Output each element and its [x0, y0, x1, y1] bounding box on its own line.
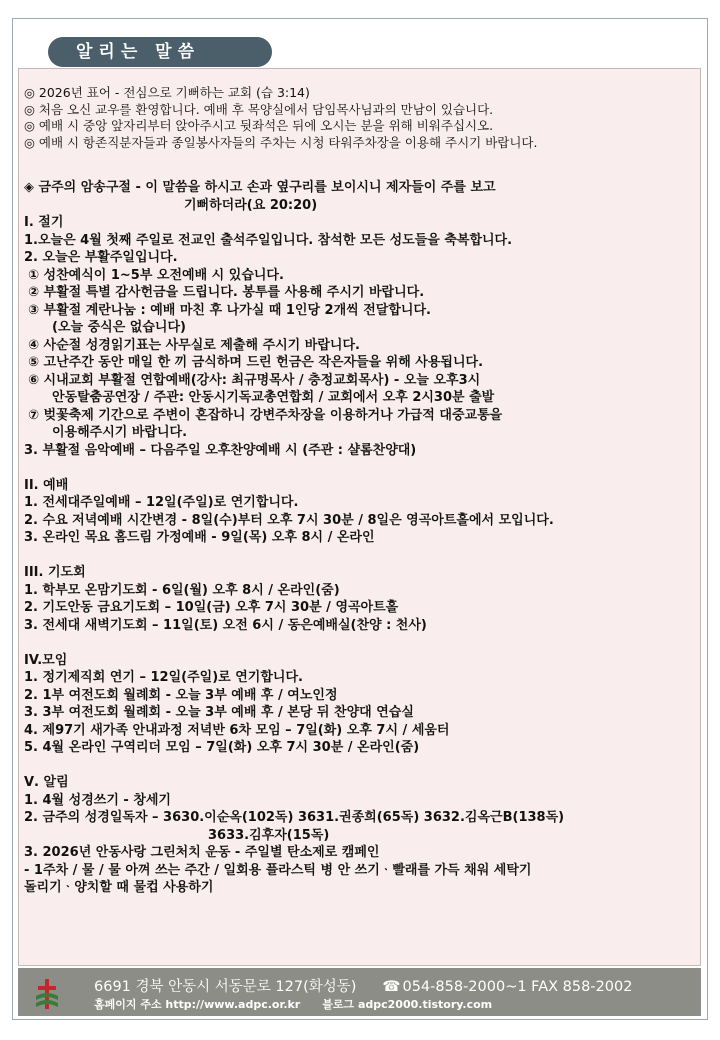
notice-item: ◎ 예배 시 항존직분자들과 종일봉사자들의 주차는 시청 타워주차장을 이용해 주시기 바랍니다.: [24, 134, 538, 150]
text-line: 2. 수요 저녁예배 시간변경 - 8일(수)부터 오후 7시 30분 / 8일은 영곡아트홀에서 모입니다.: [24, 512, 554, 528]
memory-verse-cont: 기뻐하더라(요 20:20): [184, 197, 318, 213]
text-line: ⑥ 시내교회 부활절 연합예배(강사: 최규명목사 / 충정교회목사) - 오늘 오후3시: [28, 372, 481, 388]
footer-contact: [94, 975, 632, 996]
section-title-prayer: III. 기도회: [24, 565, 86, 580]
text-line: 1. 정기제직회 연기 – 12일(주일)로 연기합니다.: [24, 670, 303, 685]
text-line: (오늘 중식은 없습니다): [52, 320, 186, 335]
text-line: 안동탈춤공연장 / 주관: 안동시기독교총연합회 / 교회에서 오후 2시30분 출발: [52, 390, 495, 405]
text-line: 2. 금주의 성경일독자 – 3630.이순옥(102독) 3631.권종희(65독) 3632.김옥근B(138독): [24, 810, 565, 825]
text-line: 이용해주시기 바랍니다.: [52, 425, 188, 440]
section-title-meetings: IV.모임: [24, 652, 68, 668]
phone-icon: ☎: [382, 979, 401, 995]
footer-homepage: 홈페이지 주소 http://www.adpc.or.kr: [94, 998, 301, 1011]
text-line: 1.오늘은 4월 첫째 주일로 전교인 출석주일입니다. 참석한 모든 성도들을 축복합니다.: [24, 232, 513, 248]
footer-links: [94, 996, 492, 1012]
text-line: 3. 3부 여전도회 월례회 - 오늘 3부 예배 후 / 본당 뒤 찬양대 연습실: [24, 705, 414, 720]
text-line: 1. 4월 성경쓰기 - 창세기: [24, 792, 171, 808]
text-line: 돌리기ᆞ양치할 때 물컵 사용하기: [24, 880, 214, 895]
text-line: ② 부활절 특별 감사헌금을 드립니다. 봉투를 사용해 주시기 바랍니다.: [28, 285, 425, 300]
text-line: 2. 1부 여전도회 월례회 - 오늘 3부 예배 후 / 여노인정: [24, 687, 338, 703]
text-line: ⑤ 고난주간 동안 매일 한 끼 금식하며 드린 헌금은 작은자들을 위해 사용됩니다.: [28, 355, 484, 370]
text-line: ③ 부활절 계란나눔 : 예배 마친 후 나가실 때 1인당 2개씩 전달합니다.: [28, 302, 431, 318]
text-line: 3. 2026년 안동사랑 그린처치 운동 - 주일별 탄소제로 캠페인: [24, 845, 380, 860]
footer-phone: 054-858-2000~1 FAX 858-2002: [402, 979, 633, 995]
memory-verse: ◈ 금주의 암송구절 - 이 말씀을 하시고 손과 옆구리를 보이시니 제자들이 주를 보고: [24, 180, 496, 195]
section-title-seasons: I. 절기: [24, 215, 64, 230]
text-line: 2. 기도안동 금요기도회 – 10일(금) 오후 7시 30분 / 영곡아트홀: [24, 600, 399, 615]
text-line: 3. 부활절 음악예배 – 다음주일 오후찬양예배 시 (주관 : 샬롬찬양대): [24, 442, 417, 458]
church-logo-icon: [34, 978, 60, 1010]
text-line: 3. 전세대 새벽기도회 – 11일(토) 오전 6시 / 동은예배실(찬양 : 천사): [24, 617, 427, 633]
text-line: ⑦ 벚꽃축제 기간으로 주변이 혼잡하니 강변주차장을 이용하거나 가급적 대중교통을: [28, 407, 503, 423]
footer-blog: 블로그 adpc2000.tistory.com: [322, 998, 493, 1011]
page-title: 알리는 말씀: [48, 37, 272, 67]
text-line: 3. 온라인 목요 홈드림 가정예배 - 9일(목) 오후 8시 / 온라인: [24, 530, 375, 545]
section-title-notices: Ⅴ. 알림: [24, 775, 69, 790]
notice-item: ◎ 2026년 표어 - 전심으로 기뻐하는 교회 (습 3:14): [24, 85, 310, 100]
footer-address: 6691 경북 안동시 서동문로 127(화성동): [94, 979, 357, 995]
text-line: 1. 전세대주일예배 – 12일(주일)로 연기합니다.: [24, 495, 299, 510]
text-line: 3633.김후자(15독): [208, 827, 330, 843]
announcement-body: [24, 179, 694, 897]
text-line: 2. 오늘은 부활주일입니다.: [24, 250, 178, 265]
text-line: 4. 제97기 새가족 안내과정 저녁반 6차 모임 – 7일(화) 오후 7시 / 세움터: [24, 722, 450, 738]
notice-list: [24, 85, 684, 151]
text-line: - 1주차 / 물 / 물 아껴 쓰는 주간 / 일회용 플라스틱 병 안 쓰기ᆞ빨래를 가득 채워 세탁기: [24, 862, 532, 878]
notice-item: ◎ 처음 오신 교우를 환영합니다. 예배 후 목양실에서 담임목사님과의 만남이 있습니다.: [24, 101, 494, 117]
text-line: ① 성찬예식이 1~5부 오전예배 시 있습니다.: [28, 267, 284, 283]
section-title-worship: II. 예배: [24, 477, 69, 493]
text-line: ④ 사순절 성경읽기표는 사무실로 제출해 주시기 바랍니다.: [28, 337, 360, 353]
text-line: 5. 4월 온라인 구역리더 모임 – 7일(화) 오후 7시 30분 / 온라인(줌): [24, 740, 420, 755]
text-line: 1. 학부모 온맘기도회 - 6일(월) 오후 8시 / 온라인(줌): [24, 582, 340, 598]
notice-item: ◎ 예배 시 중앙 앞자리부터 앉아주시고 뒷좌석은 뒤에 오시는 분을 위해 비워주십시오.: [24, 118, 494, 133]
